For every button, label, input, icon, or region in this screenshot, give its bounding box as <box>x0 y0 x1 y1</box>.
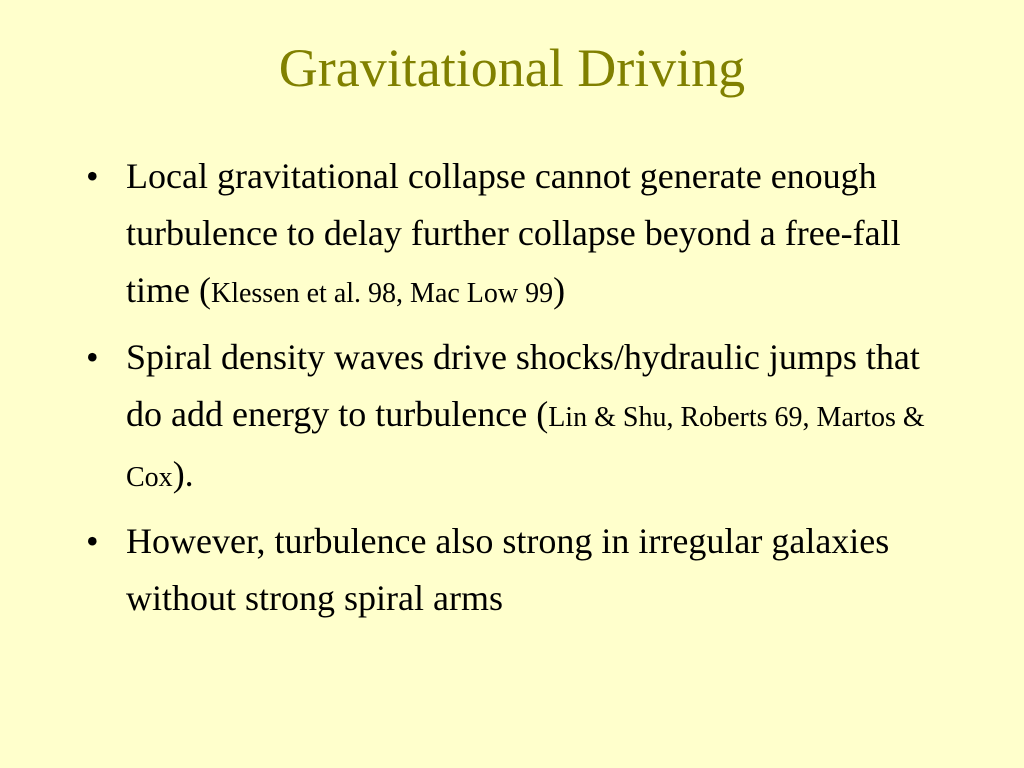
bullet-icon: • <box>86 521 99 561</box>
bullet-list <box>86 148 956 630</box>
bullet-text: Local gravitational collapse cannot generate enough turbulence to delay further collapse beyond a free-fall time ( <box>126 156 901 310</box>
bullet-citation: Lin & Shu, Roberts 69, Martos & Cox <box>126 402 925 493</box>
bullet-suffix: ). <box>172 454 194 494</box>
bullet-item <box>86 148 956 322</box>
bullet-suffix: ) <box>553 270 566 310</box>
bullet-item <box>86 329 956 506</box>
bullet-text: Spiral density waves drive shocks/hydraulic jumps that do add energy to turbulence ( <box>126 337 920 434</box>
bullet-citation: Klessen et al. 98, Mac Low 99 <box>210 278 554 309</box>
bullet-text: However, turbulence also strong in irregular galaxies without strong spiral arms <box>126 521 890 618</box>
slide-title: Gravitational Driving <box>278 38 746 98</box>
bullet-icon: • <box>86 337 99 377</box>
bullet-icon: • <box>86 156 99 196</box>
bullet-item <box>86 513 956 630</box>
